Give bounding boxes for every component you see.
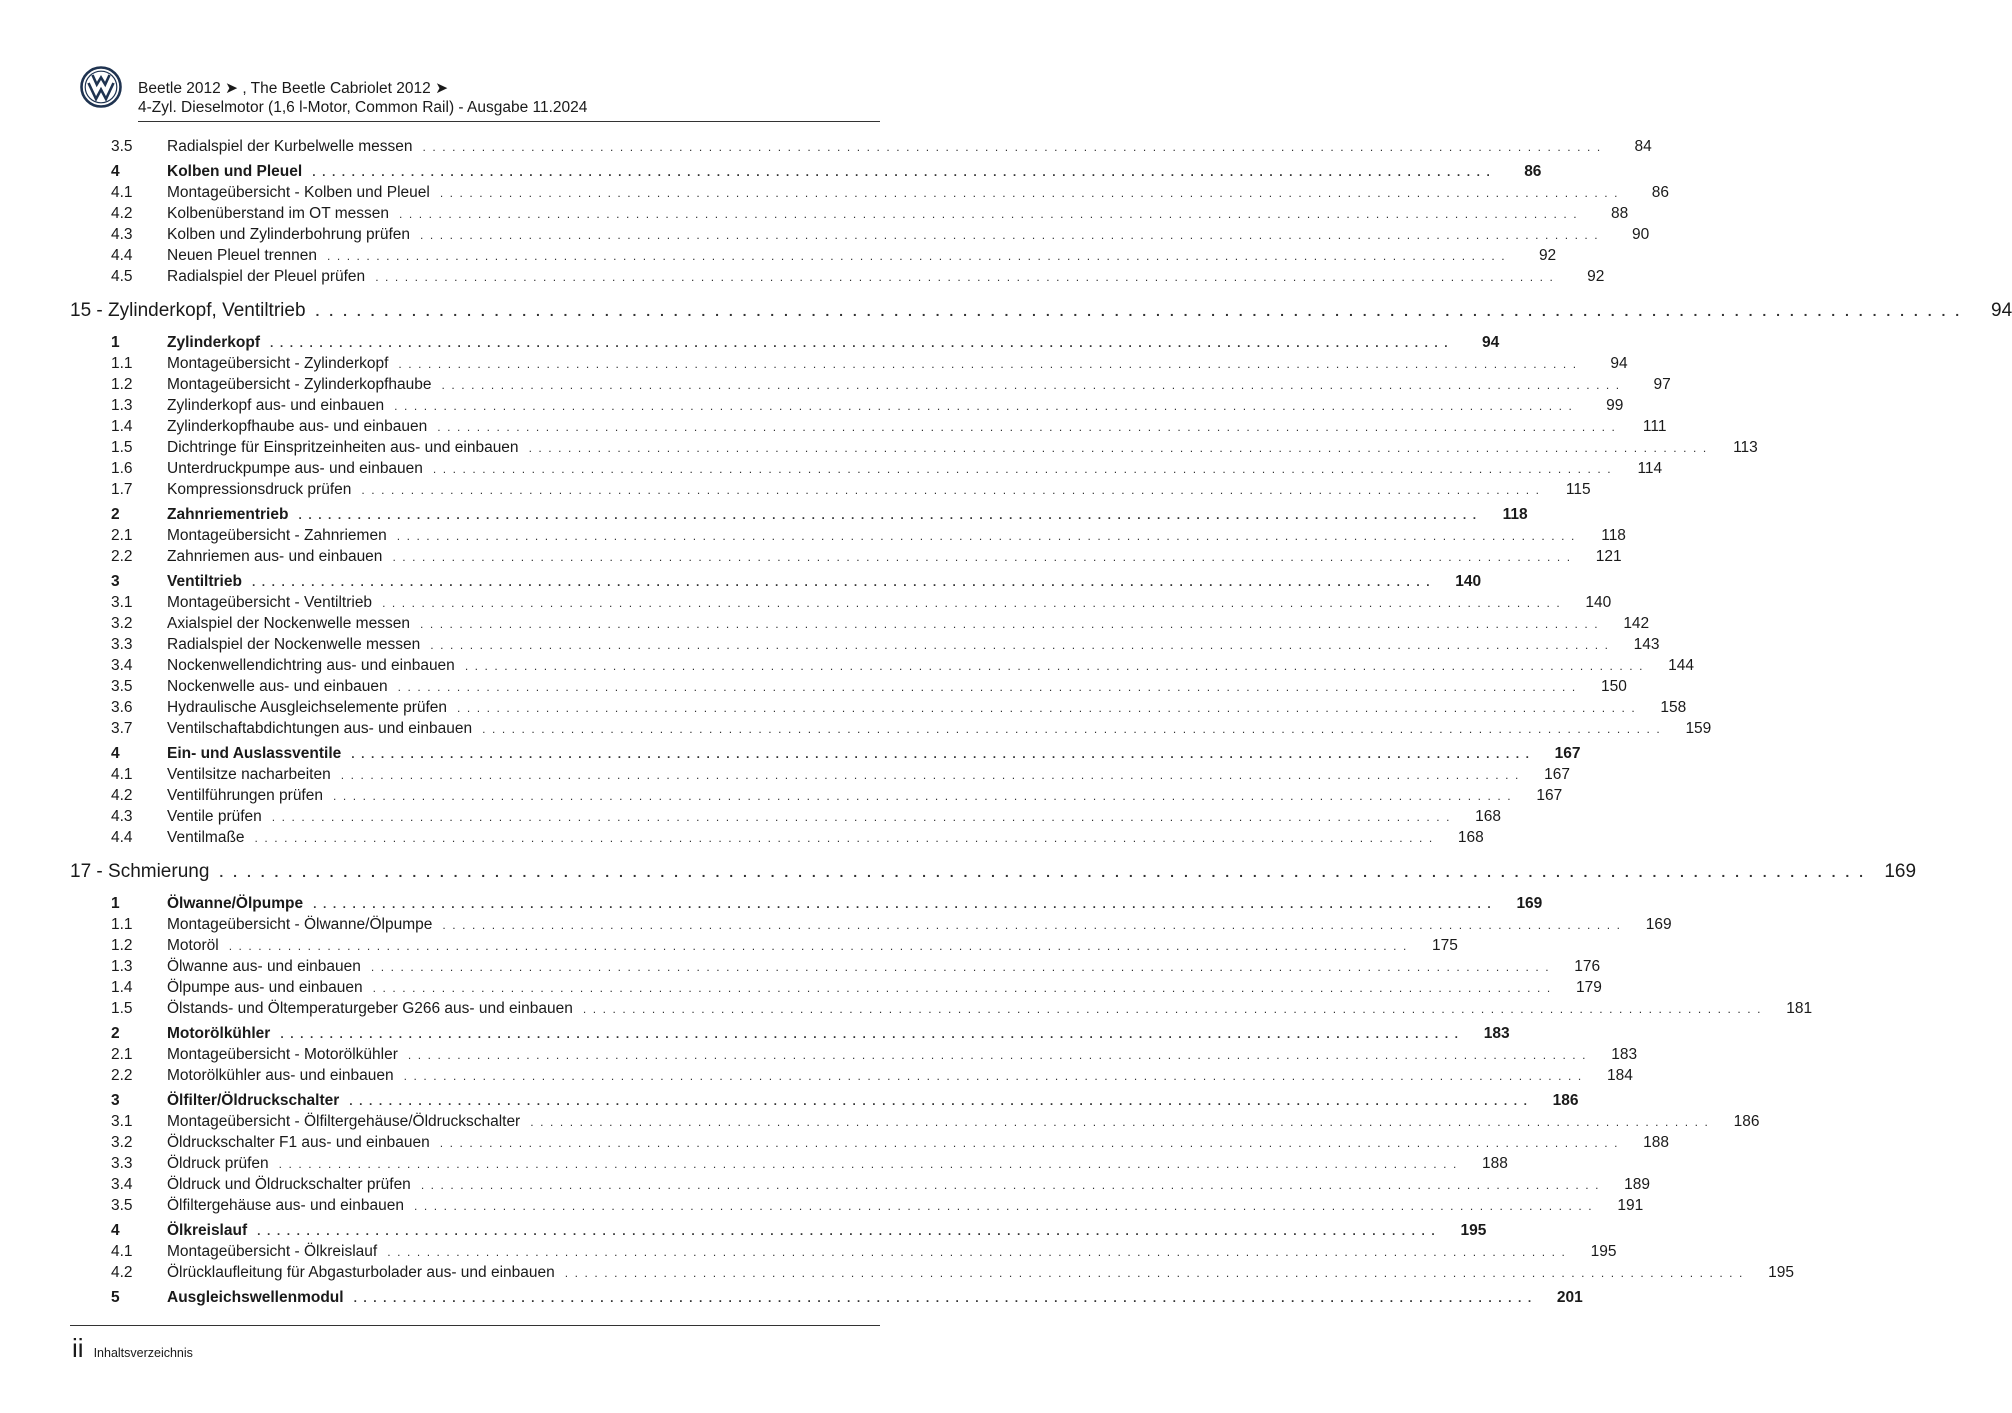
toc-entry-title: Unterdruckpumpe aus- und einbauen — [167, 460, 423, 477]
toc-entry-title: Kompressionsdruck prüfen — [167, 481, 352, 498]
toc-dot-leader: . . . . . . . . . . . . . . . . . . . . . . . . . . . . . . . . . . . . . . . . . . . . . . . . . . . . . . . . . . . . . . . . . . . . . . . . . . . . . . . . . . . . . . . . . . . . . . . . . . . . . . . . . . . . . . . . . . . . . . . . — [396, 529, 1576, 543]
toc-entry-number: 3.2 — [111, 1134, 133, 1151]
toc-dot-leader: . . . . . . . . . . . . . . . . . . . . . . . . . . . . . . . . . . . . . . . . . . . . . . . . . . . . . . . . . . . . . . . . . . . . . . . . . . . . . . . . . . . . . . . . . . . . . . . . . . . . . . . . . . . . . . . . . . . . . . . . — [219, 864, 1867, 880]
toc-dot-leader: . . . . . . . . . . . . . . . . . . . . . . . . . . . . . . . . . . . . . . . . . . . . . . . . . . . . . . . . . . . . . . . . . . . . . . . . . . . . . . . . . . . . . . . . . . . . . . . . . . . . . . . . . . . . . . . . . . . . . . . . — [361, 483, 1541, 497]
header-vehicle-line: Beetle 2012 ➤ , The Beetle Cabriolet 2012 ➤ — [138, 80, 449, 97]
toc-entry-page: 113 — [1733, 439, 1758, 456]
toc-entry-page: 118 — [1502, 506, 1528, 523]
page-header — [80, 66, 880, 122]
toc-dot-leader: . . . . . . . . . . . . . . . . . . . . . . . . . . . . . . . . . . . . . . . . . . . . . . . . . . . . . . . . . . . . . . . . . . . . . . . . . . . . . . . . . . . . . . . . . . . . . . . . . . . . . . . . . . . . . . . . . . . . . . . . — [270, 336, 1450, 350]
toc-entry-number: 3 — [111, 573, 120, 590]
toc-entry-page: 176 — [1574, 958, 1601, 975]
toc-entry-number: 3.4 — [111, 657, 133, 674]
toc-entry-number: 3.4 — [111, 1176, 133, 1193]
toc-dot-leader: . . . . . . . . . . . . . . . . . . . . . . . . . . . . . . . . . . . . . . . . . . . . . . . . . . . . . . . . . . . . . . . . . . . . . . . . . . . . . . . . . . . . . . . . . . . . . . . . . . . . . . . . . . . . . . . . . . . . . . . . — [271, 810, 1452, 824]
toc-entry-number: 3.7 — [111, 720, 133, 737]
toc-entry-title: Zylinderkopf — [167, 334, 261, 351]
toc-entry-title: Kolben und Zylinderbohrung prüfen — [167, 226, 411, 243]
toc-entry-page: 159 — [1685, 720, 1712, 737]
page-number: ii — [72, 1333, 84, 1363]
toc-entry-title: Ventiltrieb — [167, 573, 242, 590]
toc-entry-page: 168 — [1457, 829, 1484, 846]
toc-subsection-row[interactable] — [70, 1046, 1638, 1067]
toc-section-row[interactable] — [70, 1092, 1579, 1113]
toc-dot-leader: . . . . . . . . . . . . . . . . . . . . . . . . . . . . . . . . . . . . . . . . . . . . . . . . . . . . . . . . . . . . . . . . . . . . . . . . . . . . . . . . . . . . . . . . . . . . . . . . . . . . . . . . . . . . . . . . . . . . . . . . — [442, 918, 1622, 932]
toc-entry-number: 2.1 — [111, 1046, 133, 1063]
toc-subsection-row[interactable] — [70, 937, 1458, 958]
toc-dot-leader: . . . . . . . . . . . . . . . . . . . . . . . . . . . . . . . . . . . . . . . . . . . . . . . . . . . . . . . . . . . . . . . . . . . . . . . . . . . . . . . . . . . . . . . . . . . . . . . . . . . . . . . . . . . . . . . . . . . . . . . . — [372, 981, 1552, 995]
toc-entry-title: Ventilmaße — [167, 829, 245, 846]
toc-entry-page: 114 — [1637, 460, 1663, 477]
toc-entry-number: 1.2 — [111, 937, 133, 954]
toc-subsection-row[interactable] — [70, 355, 1628, 376]
toc-dot-leader: . . . . . . . . . . . . . . . . . . . . . . . . . . . . . . . . . . . . . . . . . . . . . . . . . . . . . . . . . . . . . . . . . . . . . . . . . . . . . . . . . . . . . . . . . . . . . . . . . . . . . . . . . . . . . . . . . . . . . . . . — [564, 1266, 1744, 1280]
toc-entry-number: 3.6 — [111, 699, 133, 716]
toc-entry-title: 17 - Schmierung — [70, 861, 210, 882]
toc-entry-page: 142 — [1623, 615, 1650, 632]
toc-entry-number: 3.3 — [111, 1155, 133, 1172]
toc-subsection-row[interactable] — [70, 615, 1650, 636]
toc-entry-title: Motorölkühler — [167, 1025, 271, 1042]
toc-dot-leader: . . . . . . . . . . . . . . . . . . . . . . . . . . . . . . . . . . . . . . . . . . . . . . . . . . . . . . . . . . . . . . . . . . . . . . . . . . . . . . . . . . . . . . . . . . . . . . . . . . . . . . . . . . . . . . . . . . . . . . . . — [582, 1002, 1763, 1016]
toc-entry-number: 2.2 — [111, 548, 133, 565]
toc-entry-page: 111 — [1642, 418, 1667, 435]
toc-dot-leader: . . . . . . . . . . . . . . . . . . . . . . . . . . . . . . . . . . . . . . . . . . . . . . . . . . . . . . . . . . . . . . . . . . . . . . . . . . . . . . . . . . . . . . . . . . . . . . . . . . . . . . . . . . . . . . . . . . . . . . . . — [420, 1178, 1601, 1192]
toc-entry-number: 4.4 — [111, 247, 133, 264]
toc-section-row[interactable] — [70, 1025, 1510, 1046]
toc-dot-leader: . . . . . . . . . . . . . . . . . . . . . . . . . . . . . . . . . . . . . . . . . . . . . . . . . . . . . . . . . . . . . . . . . . . . . . . . . . . . . . . . . . . . . . . . . . . . . . . . . . . . . . . . . . . . . . . . . . . . . . . . — [382, 596, 1562, 610]
toc-entry-title: Öldruckschalter F1 aus- und einbauen — [167, 1134, 430, 1151]
toc-entry-title: Motoröl — [167, 937, 219, 954]
toc-dot-leader: . . . . . . . . . . . . . . . . . . . . . . . . . . . . . . . . . . . . . . . . . . . . . . . . . . . . . . . . . . . . . . . . . . . . . . . . . . . . . . . . . . . . . . . . . . . . . . . . . . . . . . . . . . . . . . . . . . . . . . . . — [432, 462, 1613, 476]
toc-entry-title: Öldruck prüfen — [167, 1155, 269, 1172]
toc-chapter-row[interactable] — [70, 861, 1917, 891]
toc-dot-leader: . . . . . . . . . . . . . . . . . . . . . . . . . . . . . . . . . . . . . . . . . . . . . . . . . . . . . . . . . . . . . . . . . . . . . . . . . . . . . . . . . . . . . . . . . . . . . . . . . . . . . . . . . . . . . . . . . . . . . . . . — [326, 249, 1507, 263]
toc-dot-leader: . . . . . . . . . . . . . . . . . . . . . . . . . . . . . . . . . . . . . . . . . . . . . . . . . . . . . . . . . . . . . . . . . . . . . . . . . . . . . . . . . . . . . . . . . . . . . . . . . . . . . . . . . . . . . . . . . . . . . . . . — [340, 768, 1520, 782]
toc-entry-page: 118 — [1601, 527, 1626, 544]
toc-subsection-row[interactable] — [70, 205, 1629, 226]
toc-section-row[interactable] — [70, 1222, 1487, 1243]
toc-entry-page: 88 — [1610, 205, 1629, 222]
toc-dot-leader: . . . . . . . . . . . . . . . . . . . . . . . . . . . . . . . . . . . . . . . . . . . . . . . . . . . . . . . . . . . . . . . . . . . . . . . . . . . . . . . . . . . . . . . . . . . . . . . . . . . . . . . . . . . . . . . . . . . . . . . . — [457, 701, 1637, 715]
toc-dot-leader: . . . . . . . . . . . . . . . . . . . . . . . . . . . . . . . . . . . . . . . . . . . . . . . . . . . . . . . . . . . . . . . . . . . . . . . . . . . . . . . . . . . . . . . . . . . . . . . . . . . . . . . . . . . . . . . . . . . . . . . . — [464, 659, 1645, 673]
toc-entry-number: 4.2 — [111, 205, 133, 222]
toc-entry-page: 158 — [1660, 699, 1687, 716]
toc-subsection-row[interactable] — [70, 184, 1670, 205]
toc-entry-title: Zahnriemen aus- und einbauen — [167, 548, 383, 565]
toc-entry-number: 4.2 — [111, 1264, 133, 1281]
toc-entry-title: Ölfiltergehäuse aus- und einbauen — [167, 1197, 404, 1214]
toc-entry-number: 1 — [111, 334, 120, 351]
toc-section-row[interactable] — [70, 334, 1500, 355]
toc-entry-number: 3.1 — [111, 594, 133, 611]
toc-subsection-row[interactable] — [70, 1176, 1651, 1197]
toc-subsection-row[interactable] — [70, 527, 1626, 548]
toc-entry-number: 2.2 — [111, 1067, 133, 1084]
toc-entry-page: 168 — [1475, 808, 1502, 825]
toc-dot-leader: . . . . . . . . . . . . . . . . . . . . . . . . . . . . . . . . . . . . . . . . . . . . . . . . . . . . . . . . . . . . . . . . . . . . . . . . . . . . . . . . . . . . . . . . . . . . . . . . . . . . . . . . . . . . . . . . . . . . . . . . — [422, 140, 1602, 154]
toc-entry-title: Hydraulische Ausgleichselemente prüfen — [167, 699, 448, 716]
toc-subsection-row[interactable] — [70, 808, 1502, 829]
toc-entry-page: 181 — [1786, 1000, 1813, 1017]
toc-entry-page: 179 — [1575, 979, 1602, 996]
toc-entry-title: Ölstands- und Öltemperaturgeber G266 aus- und einbauen — [167, 1000, 573, 1017]
toc-entry-page: 195 — [1590, 1243, 1617, 1260]
toc-dot-leader: . . . . . . . . . . . . . . . . . . . . . . . . . . . . . . . . . . . . . . . . . . . . . . . . . . . . . . . . . . . . . . . . . . . . . . . . . . . . . . . . . . . . . . . . . . . . . . . . . . . . . . . . . . . . . . . . . . . . . . . . — [375, 270, 1555, 284]
toc-dot-leader: . . . . . . . . . . . . . . . . . . . . . . . . . . . . . . . . . . . . . . . . . . . . . . . . . . . . . . . . . . . . . . . . . . . . . . . . . . . . . . . . . . . . . . . . . . . . . . . . . . . . . . . . . . . . . . . . . . . . . . . . — [312, 165, 1492, 179]
toc-dot-leader: . . . . . . . . . . . . . . . . . . . . . . . . . . . . . . . . . . . . . . . . . . . . . . . . . . . . . . . . . . . . . . . . . . . . . . . . . . . . . . . . . . . . . . . . . . . . . . . . . . . . . . . . . . . . . . . . . . . . . . . . — [419, 617, 1600, 631]
toc-entry-page: 188 — [1643, 1134, 1670, 1151]
toc-entry-number: 1.6 — [111, 460, 133, 477]
toc-entry-page: 186 — [1733, 1113, 1760, 1130]
toc-entry-title: Ölfilter/Öldruckschalter — [167, 1092, 340, 1109]
toc-section-row[interactable] — [70, 1289, 1583, 1310]
toc-entry-number: 1.7 — [111, 481, 133, 498]
toc-entry-title: Dichtringe für Einspritzeinheiten aus- und einbauen — [167, 439, 519, 456]
toc-dot-leader: . . . . . . . . . . . . . . . . . . . . . . . . . . . . . . . . . . . . . . . . . . . . . . . . . . . . . . . . . . . . . . . . . . . . . . . . . . . . . . . . . . . . . . . . . . . . . . . . . . . . . . . . . . . . . . . . . . . . . . . . — [251, 575, 1432, 589]
toc-entry-title: Montageübersicht - Ölkreislauf — [167, 1243, 378, 1260]
toc-section-row[interactable] — [70, 163, 1542, 184]
toc-entry-title: Zahnriementrieb — [167, 506, 289, 523]
toc-entry-page: 195 — [1460, 1222, 1487, 1239]
toc-subsection-row[interactable] — [70, 829, 1484, 850]
toc-dot-leader: . . . . . . . . . . . . . . . . . . . . . . . . . . . . . . . . . . . . . . . . . . . . . . . . . . . . . . . . . . . . . . . . . . . . . . . . . . . . . . . . . . . . . . . . . . . . . . . . . . . . . . . . . . . . . . . . . . . . . . . . — [437, 420, 1617, 434]
toc-entry-title: Zylinderkopfhaube aus- und einbauen — [167, 418, 428, 435]
toc-subsection-row[interactable] — [70, 1067, 1633, 1088]
toc-entry-title: Nockenwelle aus- und einbauen — [167, 678, 388, 695]
toc-subsection-row[interactable] — [70, 439, 1758, 460]
toc-subsection-row[interactable] — [70, 1113, 1760, 1134]
toc-entry-page: 94 — [1991, 300, 2012, 321]
toc-entry-title: Ventilsitze nacharbeiten — [167, 766, 331, 783]
toc-dot-leader: . . . . . . . . . . . . . . . . . . . . . . . . . . . . . . . . . . . . . . . . . . . . . . . . . . . . . . . . . . . . . . . . . . . . . . . . . . . . . . . . . . . . . . . . . . . . . . . . . . . . . . . . . . . . . . . . . . . . . . . . — [420, 228, 1600, 242]
toc-entry-number: 2 — [111, 506, 120, 523]
toc-dot-leader: . . . . . . . . . . . . . . . . . . . . . . . . . . . . . . . . . . . . . . . . . . . . . . . . . . . . . . . . . . . . . . . . . . . . . . . . . . . . . . . . . . . . . . . . . . . . . . . . . . . . . . . . . . . . . . . . . . . . . . . . — [397, 680, 1577, 694]
toc-dot-leader: . . . . . . . . . . . . . . . . . . . . . . . . . . . . . . . . . . . . . . . . . . . . . . . . . . . . . . . . . . . . . . . . . . . . . . . . . . . . . . . . . . . . . . . . . . . . . . . . . . . . . . . . . . . . . . . . . . . . . . . . — [313, 897, 1493, 911]
toc-dot-leader: . . . . . . . . . . . . . . . . . . . . . . . . . . . . . . . . . . . . . . . . . . . . . . . . . . . . . . . . . . . . . . . . . . . . . . . . . . . . . . . . . . . . . . . . . . . . . . . . . . . . . . . . . . . . . . . . . . . . . . . . — [349, 1094, 1529, 1108]
toc-section-row[interactable] — [70, 895, 1543, 916]
toc-entry-title: Montageübersicht - Ventiltrieb — [167, 594, 373, 611]
toc-entry-title: Montageübersicht - Ölfiltergehäuse/Öldruckschalter — [167, 1113, 521, 1130]
toc-dot-leader: . . . . . . . . . . . . . . . . . . . . . . . . . . . . . . . . . . . . . . . . . . . . . . . . . . . . . . . . . . . . . . . . . . . . . . . . . . . . . . . . . . . . . . . . . . . . . . . . . . . . . . . . . . . . . . . . . . . . . . . . — [315, 303, 1963, 319]
toc-entry-page: 140 — [1455, 573, 1482, 590]
toc-entry-page: 115 — [1565, 481, 1591, 498]
toc-entry-title: Montageübersicht - Motorölkühler — [167, 1046, 398, 1063]
toc-entry-title: Ölpumpe aus- und einbauen — [167, 979, 363, 996]
toc-entry-page: 189 — [1624, 1176, 1651, 1193]
toc-entry-number: 5 — [111, 1289, 120, 1306]
toc-dot-leader: . . . . . . . . . . . . . . . . . . . . . . . . . . . . . . . . . . . . . . . . . . . . . . . . . . . . . . . . . . . . . . . . . . . . . . . . . . . . . . . . . . . . . . . . . . . . . . . . . . . . . . . . . . . . . . . . . . . . . . . . — [413, 1199, 1594, 1213]
toc-dot-leader: . . . . . . . . . . . . . . . . . . . . . . . . . . . . . . . . . . . . . . . . . . . . . . . . . . . . . . . . . . . . . . . . . . . . . . . . . . . . . . . . . . . . . . . . . . . . . . . . . . . . . . . . . . . . . . . . . . . . . . . . — [353, 1291, 1533, 1305]
toc-entry-number: 1.4 — [111, 418, 133, 435]
toc-entry-title: Ölwanne aus- und einbauen — [167, 958, 361, 975]
toc-entry-page: 167 — [1536, 787, 1563, 804]
toc-entry-title: Montageübersicht - Zylinderkopfhaube — [167, 376, 432, 393]
toc-entry-number: 3.2 — [111, 615, 133, 632]
toc-dot-leader: . . . . . . . . . . . . . . . . . . . . . . . . . . . . . . . . . . . . . . . . . . . . . . . . . . . . . . . . . . . . . . . . . . . . . . . . . . . . . . . . . . . . . . . . . . . . . . . . . . . . . . . . . . . . . . . . . . . . . . . . — [298, 508, 1478, 522]
toc-entry-title: Montageübersicht - Ölwanne/Ölpumpe — [167, 916, 433, 933]
toc-entry-page: 92 — [1538, 247, 1557, 264]
toc-subsection-row[interactable] — [70, 594, 1612, 615]
toc-entry-title: Radialspiel der Kurbelwelle messen — [167, 138, 413, 155]
toc-entry-title: Ölrücklaufleitung für Abgasturbolader aus- und einbauen — [167, 1264, 555, 1281]
toc-entry-number: 3 — [111, 1092, 120, 1109]
toc-entry-number: 3.1 — [111, 1113, 133, 1130]
toc-entry-page: 167 — [1544, 766, 1570, 783]
toc-entry-title: Kolbenüberstand im OT messen — [167, 205, 389, 222]
toc-dot-leader: . . . . . . . . . . . . . . . . . . . . . . . . . . . . . . . . . . . . . . . . . . . . . . . . . . . . . . . . . . . . . . . . . . . . . . . . . . . . . . . . . . . . . . . . . . . . . . . . . . . . . . . . . . . . . . . . . . . . . . . . — [370, 960, 1551, 974]
toc-entry-page: 183 — [1611, 1046, 1638, 1063]
toc-subsection-row[interactable] — [70, 268, 1605, 289]
toc-entry-number: 4.1 — [111, 766, 133, 783]
toc-entry-number: 3.3 — [111, 636, 133, 653]
toc-entry-title: Radialspiel der Nockenwelle messen — [167, 636, 421, 653]
toc-entry-number: 4 — [111, 163, 120, 180]
toc-entry-title: Kolben und Pleuel — [167, 163, 303, 180]
toc-dot-leader: . . . . . . . . . . . . . . . . . . . . . . . . . . . . . . . . . . . . . . . . . . . . . . . . . . . . . . . . . . . . . . . . . . . . . . . . . . . . . . . . . . . . . . . . . . . . . . . . . . . . . . . . . . . . . . . . . . . . . . . . — [482, 722, 1662, 736]
toc-entry-page: 184 — [1606, 1067, 1633, 1084]
toc-entry-number: 4.4 — [111, 829, 133, 846]
toc-entry-title: Öldruck und Öldruckschalter prüfen — [167, 1176, 411, 1193]
toc-entry-page: 140 — [1585, 594, 1612, 611]
header-text — [138, 79, 587, 117]
toc-entry-number: 4.3 — [111, 226, 133, 243]
toc-entry-number: 4 — [111, 745, 120, 762]
toc-entry-number: 2 — [111, 1025, 120, 1042]
toc-entry-title: Montageübersicht - Kolben und Pleuel — [167, 184, 430, 201]
toc-entry-number: 4.1 — [111, 184, 133, 201]
toc-entry-page: 195 — [1768, 1264, 1794, 1281]
header-divider — [138, 121, 880, 122]
toc-entry-page: 175 — [1432, 937, 1458, 954]
toc-entry-page: 143 — [1633, 636, 1660, 653]
toc-entry-number: 1.1 — [111, 916, 133, 933]
toc-subsection-row[interactable] — [70, 418, 1667, 439]
toc-entry-number: 3.5 — [111, 1197, 133, 1214]
toc-entry-number: 1.3 — [111, 397, 133, 414]
toc-subsection-row[interactable] — [70, 657, 1695, 678]
toc-chapter-row[interactable] — [70, 300, 2012, 330]
toc-dot-leader: . . . . . . . . . . . . . . . . . . . . . . . . . . . . . . . . . . . . . . . . . . . . . . . . . . . . . . . . . . . . . . . . . . . . . . . . . . . . . . . . . . . . . . . . . . . . . . . . . . . . . . . . . . . . . . . . . . . . . . . . — [403, 1069, 1583, 1083]
toc-entry-title: Zylinderkopf aus- und einbauen — [167, 397, 385, 414]
toc-entry-number: 4.2 — [111, 787, 133, 804]
toc-subsection-row[interactable] — [70, 226, 1650, 247]
toc-subsection-row[interactable] — [70, 636, 1660, 657]
toc-section-row[interactable] — [70, 573, 1482, 594]
toc-entry-page: 188 — [1482, 1155, 1508, 1172]
toc-dot-leader: . . . . . . . . . . . . . . . . . . . . . . . . . . . . . . . . . . . . . . . . . . . . . . . . . . . . . . . . . . . . . . . . . . . . . . . . . . . . . . . . . . . . . . . . . . . . . . . . . . . . . . . . . . . . . . . . . . . . . . . . — [407, 1048, 1588, 1062]
toc-subsection-row[interactable] — [70, 481, 1591, 502]
toc-entry-page: 201 — [1556, 1289, 1583, 1306]
toc-entry-number: 1.4 — [111, 979, 133, 996]
toc-entry-page: 86 — [1524, 163, 1542, 180]
toc-subsection-row[interactable] — [70, 1155, 1508, 1176]
toc-entry-page: 84 — [1634, 138, 1652, 155]
toc-entry-title: Axialspiel der Nockenwelle messen — [167, 615, 410, 632]
toc-subsection-row[interactable] — [70, 1000, 1813, 1021]
toc-dot-leader: . . . . . . . . . . . . . . . . . . . . . . . . . . . . . . . . . . . . . . . . . . . . . . . . . . . . . . . . . . . . . . . . . . . . . . . . . . . . . . . . . . . . . . . . . . . . . . . . . . . . . . . . . . . . . . . . . . . . . . . . — [430, 638, 1610, 652]
toc-entry-page: 150 — [1600, 678, 1627, 695]
toc-dot-leader: . . . . . . . . . . . . . . . . . . . . . . . . . . . . . . . . . . . . . . . . . . . . . . . . . . . . . . . . . . . . . . . . . . . . . . . . . . . . . . . . . . . . . . . . . . . . . . . . . . . . . . . . . . . . . . . . . . . . . . . . — [399, 207, 1579, 221]
toc-dot-leader: . . . . . . . . . . . . . . . . . . . . . . . . . . . . . . . . . . . . . . . . . . . . . . . . . . . . . . . . . . . . . . . . . . . . . . . . . . . . . . . . . . . . . . . . . . . . . . . . . . . . . . . . . . . . . . . . . . . . . . . . — [439, 1136, 1620, 1150]
toc-entry-title: Motorölkühler aus- und einbauen — [167, 1067, 394, 1084]
toc-dot-leader: . . . . . . . . . . . . . . . . . . . . . . . . . . . . . . . . . . . . . . . . . . . . . . . . . . . . . . . . . . . . . . . . . . . . . . . . . . . . . . . . . . . . . . . . . . . . . . . . . . . . . . . . . . . . . . . . . . . . . . . . — [398, 357, 1578, 371]
toc-subsection-row[interactable] — [70, 460, 1663, 481]
toc-entry-title: Neuen Pleuel trennen — [167, 247, 317, 264]
toc-entry-page: 94 — [1482, 334, 1500, 351]
toc-entry-title: Montageübersicht - Zylinderkopf — [167, 355, 389, 372]
toc-entry-title: Radialspiel der Pleuel prüfen — [167, 268, 366, 285]
toc-subsection-row[interactable] — [70, 548, 1622, 569]
toc-entry-title: Nockenwellendichtring aus- und einbauen — [167, 657, 455, 674]
toc-dot-leader: . . . . . . . . . . . . . . . . . . . . . . . . . . . . . . . . . . . . . . . . . . . . . . . . . . . . . . . . . . . . . . . . . . . . . . . . . . . . . . . . . . . . . . . . . . . . . . . . . . . . . . . . . . . . . . . . . . . . . . . . — [257, 1224, 1437, 1238]
toc-subsection-row[interactable] — [70, 766, 1570, 787]
toc-entry-number: 4.1 — [111, 1243, 133, 1260]
toc-subsection-row[interactable] — [70, 1264, 1794, 1285]
toc-dot-leader: . . . . . . . . . . . . . . . . . . . . . . . . . . . . . . . . . . . . . . . . . . . . . . . . . . . . . . . . . . . . . . . . . . . . . . . . . . . . . . . . . . . . . . . . . . . . . . . . . . . . . . . . . . . . . . . . . . . . . . . . — [278, 1157, 1458, 1171]
toc-subsection-row[interactable] — [70, 720, 1712, 741]
toc-dot-leader: . . . . . . . . . . . . . . . . . . . . . . . . . . . . . . . . . . . . . . . . . . . . . . . . . . . . . . . . . . . . . . . . . . . . . . . . . . . . . . . . . . . . . . . . . . . . . . . . . . . . . . . . . . . . . . . . . . . . . . . . — [392, 550, 1572, 564]
toc-entry-page: 99 — [1606, 397, 1624, 414]
toc-entry-title: Ventile prüfen — [167, 808, 262, 825]
page-footer — [72, 1333, 193, 1364]
toc-dot-leader: . . . . . . . . . . . . . . . . . . . . . . . . . . . . . . . . . . . . . . . . . . . . . . . . . . . . . . . . . . . . . . . . . . . . . . . . . . . . . . . . . . . . . . . . . . . . . . . . . . . . . . . . . . . . . . . . . . . . . . . . — [528, 441, 1708, 455]
toc-dot-leader: . . . . . . . . . . . . . . . . . . . . . . . . . . . . . . . . . . . . . . . . . . . . . . . . . . . . . . . . . . . . . . . . . . . . . . . . . . . . . . . . . . . . . . . . . . . . . . . . . . . . . . . . . . . . . . . . . . . . . . . . — [394, 399, 1574, 413]
toc-subsection-row[interactable] — [70, 787, 1563, 808]
toc-subsection-row[interactable] — [70, 958, 1601, 979]
toc-entry-number: 4 — [111, 1222, 120, 1239]
toc-entry-page: 169 — [1884, 861, 1917, 882]
toc-subsection-row[interactable] — [70, 376, 1671, 397]
toc-subsection-row[interactable] — [70, 1134, 1670, 1155]
toc-entry-number: 1.5 — [111, 439, 133, 456]
toc-section-row[interactable] — [70, 745, 1581, 766]
toc-entry-number: 3.5 — [111, 678, 133, 695]
toc-subsection-row[interactable] — [70, 979, 1602, 1000]
toc-entry-page: 92 — [1587, 268, 1605, 285]
toc-entry-page: 144 — [1668, 657, 1695, 674]
toc-entry-number: 4.3 — [111, 808, 133, 825]
toc-subsection-row[interactable] — [70, 1243, 1617, 1264]
toc-entry-title: Ausgleichswellenmodul — [167, 1289, 344, 1306]
toc-entry-page: 86 — [1651, 184, 1670, 201]
toc-entry-page: 169 — [1516, 895, 1543, 912]
toc-entry-title: Ein- und Auslassventile — [167, 745, 342, 762]
toc-entry-page: 121 — [1595, 548, 1622, 565]
toc-subsection-row[interactable] — [70, 699, 1687, 720]
toc-entry-page: 191 — [1617, 1197, 1644, 1214]
toc-entry-title: Montageübersicht - Zahnriemen — [167, 527, 387, 544]
toc-dot-leader: . . . . . . . . . . . . . . . . . . . . . . . . . . . . . . . . . . . . . . . . . . . . . . . . . . . . . . . . . . . . . . . . . . . . . . . . . . . . . . . . . . . . . . . . . . . . . . . . . . . . . . . . . . . . . . . . . . . . . . . . — [228, 939, 1408, 953]
toc-entry-title: Ölkreislauf — [167, 1222, 248, 1239]
toc-entry-number: 1 — [111, 895, 120, 912]
toc-entry-page: 97 — [1653, 376, 1671, 393]
toc-entry-title: Ventilführungen prüfen — [167, 787, 323, 804]
toc-subsection-row[interactable] — [70, 916, 1672, 937]
toc-dot-leader: . . . . . . . . . . . . . . . . . . . . . . . . . . . . . . . . . . . . . . . . . . . . . . . . . . . . . . . . . . . . . . . . . . . . . . . . . . . . . . . . . . . . . . . . . . . . . . . . . . . . . . . . . . . . . . . . . . . . . . . . — [530, 1115, 1710, 1129]
toc-dot-leader: . . . . . . . . . . . . . . . . . . . . . . . . . . . . . . . . . . . . . . . . . . . . . . . . . . . . . . . . . . . . . . . . . . . . . . . . . . . . . . . . . . . . . . . . . . . . . . . . . . . . . . . . . . . . . . . . . . . . . . . . — [332, 789, 1513, 803]
toc-subsection-row[interactable] — [70, 1197, 1644, 1218]
toc-entry-page: 169 — [1645, 916, 1672, 933]
toc-entry-number: 1.3 — [111, 958, 133, 975]
toc-entry-number: 2.1 — [111, 527, 133, 544]
toc-dot-leader: . . . . . . . . . . . . . . . . . . . . . . . . . . . . . . . . . . . . . . . . . . . . . . . . . . . . . . . . . . . . . . . . . . . . . . . . . . . . . . . . . . . . . . . . . . . . . . . . . . . . . . . . . . . . . . . . . . . . . . . . — [351, 747, 1531, 761]
toc-subsection-row[interactable] — [70, 678, 1627, 699]
toc-entry-page: 167 — [1554, 745, 1581, 762]
toc-entry-page: 94 — [1610, 355, 1628, 372]
toc-entry-page: 183 — [1483, 1025, 1510, 1042]
toc-entry-title: Ventilschaftabdichtungen aus- und einbauen — [167, 720, 473, 737]
toc-subsection-row[interactable] — [70, 138, 1652, 159]
toc-entry-number: 3.5 — [111, 138, 133, 155]
toc-dot-leader: . . . . . . . . . . . . . . . . . . . . . . . . . . . . . . . . . . . . . . . . . . . . . . . . . . . . . . . . . . . . . . . . . . . . . . . . . . . . . . . . . . . . . . . . . . . . . . . . . . . . . . . . . . . . . . . . . . . . . . . . — [254, 831, 1434, 845]
toc-entry-page: 90 — [1632, 226, 1650, 243]
toc-entry-page: 186 — [1552, 1092, 1579, 1109]
toc-entry-number: 4.5 — [111, 268, 133, 285]
toc-entry-number: 1.1 — [111, 355, 133, 372]
toc-section-row[interactable] — [70, 506, 1528, 527]
toc-dot-leader: . . . . . . . . . . . . . . . . . . . . . . . . . . . . . . . . . . . . . . . . . . . . . . . . . . . . . . . . . . . . . . . . . . . . . . . . . . . . . . . . . . . . . . . . . . . . . . . . . . . . . . . . . . . . . . . . . . . . . . . . — [439, 186, 1620, 200]
toc-entry-number: 1.5 — [111, 1000, 133, 1017]
toc-dot-leader: . . . . . . . . . . . . . . . . . . . . . . . . . . . . . . . . . . . . . . . . . . . . . . . . . . . . . . . . . . . . . . . . . . . . . . . . . . . . . . . . . . . . . . . . . . . . . . . . . . . . . . . . . . . . . . . . . . . . . . . . — [441, 378, 1621, 392]
toc-entry-number: 1.2 — [111, 376, 133, 393]
toc-dot-leader: . . . . . . . . . . . . . . . . . . . . . . . . . . . . . . . . . . . . . . . . . . . . . . . . . . . . . . . . . . . . . . . . . . . . . . . . . . . . . . . . . . . . . . . . . . . . . . . . . . . . . . . . . . . . . . . . . . . . . . . . — [387, 1245, 1567, 1259]
toc-subsection-row[interactable] — [70, 247, 1557, 268]
toc-entry-title: Ölwanne/Ölpumpe — [167, 895, 304, 912]
footer-divider — [70, 1325, 880, 1326]
toc-subsection-row[interactable] — [70, 397, 1624, 418]
toc-entry-title: 15 - Zylinderkopf, Ventiltrieb — [70, 300, 306, 321]
vw-logo-icon — [80, 66, 122, 108]
table-of-contents — [70, 138, 2012, 1310]
footer-section-label: Inhaltsverzeichnis — [93, 1346, 193, 1360]
toc-dot-leader: . . . . . . . . . . . . . . . . . . . . . . . . . . . . . . . . . . . . . . . . . . . . . . . . . . . . . . . . . . . . . . . . . . . . . . . . . . . . . . . . . . . . . . . . . . . . . . . . . . . . . . . . . . . . . . . . . . . . . . . . — [280, 1027, 1460, 1041]
header-engine-line: 4-Zyl. Dieselmotor (1,6 l-Motor, Common Rail) - Ausgabe 11.2024 — [138, 99, 588, 116]
